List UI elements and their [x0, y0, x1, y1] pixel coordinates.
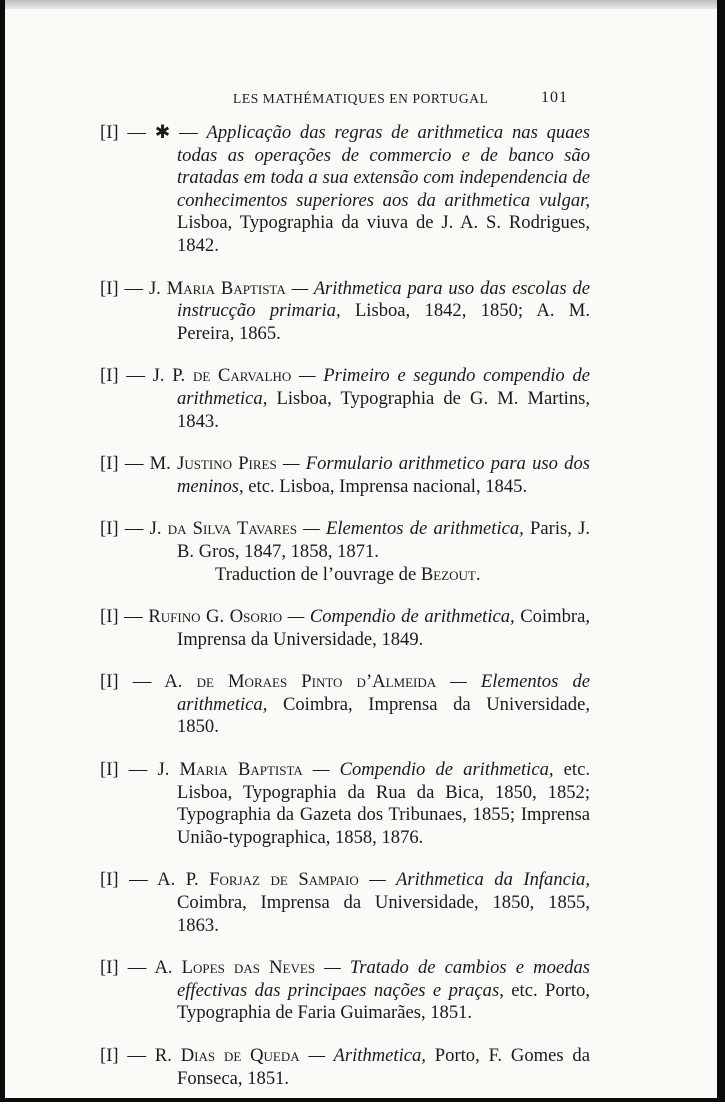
entry-tag: [I] — [100, 1045, 119, 1066]
bibliography-entry — [100, 365, 590, 433]
entry-title: — Elementos de arithmetica, — [297, 518, 524, 540]
entry-imprint: Lisboa, Typographia da viuva de J. A. S. Rodrigues, 1842. — [177, 212, 590, 256]
bibliography-entry — [100, 1045, 590, 1090]
entry-author: de Moraes Pinto d’Almeida — [196, 671, 437, 693]
entry-imprint: Paris, J. B. Gros, 1847, 1858, 1871. — [177, 518, 590, 562]
entry-imprint: Coimbra, Imprensa da Universidade, 1849. — [177, 606, 590, 650]
entry-author: Maria Baptista — [166, 277, 286, 299]
note-text: Traduction de l’ouvrage de — [215, 563, 421, 585]
entry-tag: [I] — [100, 122, 119, 143]
note-author: Bezout — [420, 563, 476, 585]
note-suffix: . — [475, 563, 481, 585]
entry-title: — Elementos de arithmetica, — [177, 671, 591, 715]
entry-author: Dias de Queda — [180, 1045, 300, 1066]
entry-separator: — A. — [118, 671, 197, 693]
entry-note — [177, 564, 590, 587]
scan-top-edge — [5, 0, 717, 9]
entry-author: Justino Pires — [177, 453, 277, 475]
entry-title: — Formulario arithmetico para uso dos meninos, — [177, 453, 590, 497]
entry-title: — Tratado de cambios e moedas effectivas das principaes nações e praças, — [177, 957, 590, 1001]
entry-separator: — ✱ — — [118, 122, 207, 143]
entry-title: — Arithmetica, — [299, 1045, 426, 1066]
entry-tag: [I] — [100, 518, 119, 540]
entry-tag: [I] — [100, 453, 119, 475]
entry-title: — Compendio de arithmetica, — [282, 606, 515, 628]
entry-title: — Arithmetica para uso das escolas de instrucção primaria, — [177, 277, 590, 322]
entry-title: — Arithmetica da Infancia, — [358, 869, 590, 891]
bibliography-entry — [100, 518, 590, 586]
running-head — [5, 88, 717, 110]
entry-separator: — J. P. — [118, 365, 193, 387]
bibliography-entry — [100, 453, 590, 498]
entry-separator: — A. — [118, 957, 182, 979]
entry-tag: [I] — [100, 606, 119, 628]
entry-tag: [I] — [100, 277, 119, 299]
bibliography-list — [100, 122, 590, 1110]
entry-author: de Carvalho — [192, 365, 292, 387]
entry-title: — Compendio de arithmetica, — [302, 759, 554, 781]
entry-separator: — J. — [118, 277, 167, 299]
bibliography-entry — [100, 759, 590, 849]
bibliography-entry — [100, 869, 590, 937]
entry-tag: [I] — [100, 671, 119, 693]
entry-imprint: etc. Porto, Typographia de Faria Guimarães, 1851. — [177, 979, 590, 1024]
entry-separator: — J. — [118, 759, 180, 781]
entry-imprint: Lisboa, Typographia de G. M. Martins, 1843. — [177, 387, 590, 432]
bibliography-entry — [100, 122, 590, 258]
entry-tag: [I] — [100, 869, 119, 891]
entry-tag: [I] — [100, 759, 119, 781]
entry-separator: — M. — [118, 453, 178, 475]
entry-imprint: Porto, F. Gomes da Fonseca, 1851. — [177, 1045, 590, 1089]
entry-tag: [I] — [100, 957, 119, 979]
entry-title: Applicação das regras de arithmetica nas quaes todas as operações de commercio e de banco são tratadas em toda a sua extensão com independencia de conhecimentos superiores aos da arithmetica vulgar, — [177, 122, 590, 211]
entry-author: Lopes das Neves — [181, 957, 316, 979]
running-head-title: LES MATHÉMATIQUES EN PORTUGAL — [233, 91, 489, 106]
entry-author: Rufino G. Osorio — [148, 606, 283, 628]
entry-author: Maria Baptista — [179, 759, 303, 781]
entry-tag: [I] — [100, 365, 119, 387]
entry-separator: — — [118, 606, 149, 628]
entry-separator: — R. — [118, 1045, 181, 1066]
entry-separator: — J. — [118, 518, 168, 540]
entry-separator: — A. P. — [118, 869, 210, 891]
entry-imprint: Lisboa, 1842, 1850; A. M. Pereira, 1865. — [177, 300, 590, 344]
bibliography-entry — [100, 278, 590, 346]
entry-title: — Primeiro e segundo compendio de arithmetica, — [177, 365, 591, 409]
entry-imprint: Coimbra, Imprensa da Universidade, 1850. — [177, 693, 590, 738]
entry-author: da Silva Tavares — [167, 518, 298, 540]
entry-imprint: etc. Lisboa, Typographia da Rua da Bica, 1850, 1852; Typographia da Gazeta dos Tribunaes, 1855; Imprensa União-typographica, 1858, 1876. — [177, 759, 590, 848]
entry-author: Forjaz de Sampaio — [209, 869, 359, 891]
entry-imprint: Coimbra, Imprensa da Universidade, 1850, 1855, 1863. — [177, 892, 590, 936]
page-number: 101 — [541, 89, 568, 106]
bibliography-entry — [100, 606, 590, 651]
entry-imprint: etc. Lisboa, Imprensa nacional, 1845. — [243, 475, 528, 497]
bibliography-entry — [100, 671, 590, 739]
bibliography-entry — [100, 957, 590, 1025]
